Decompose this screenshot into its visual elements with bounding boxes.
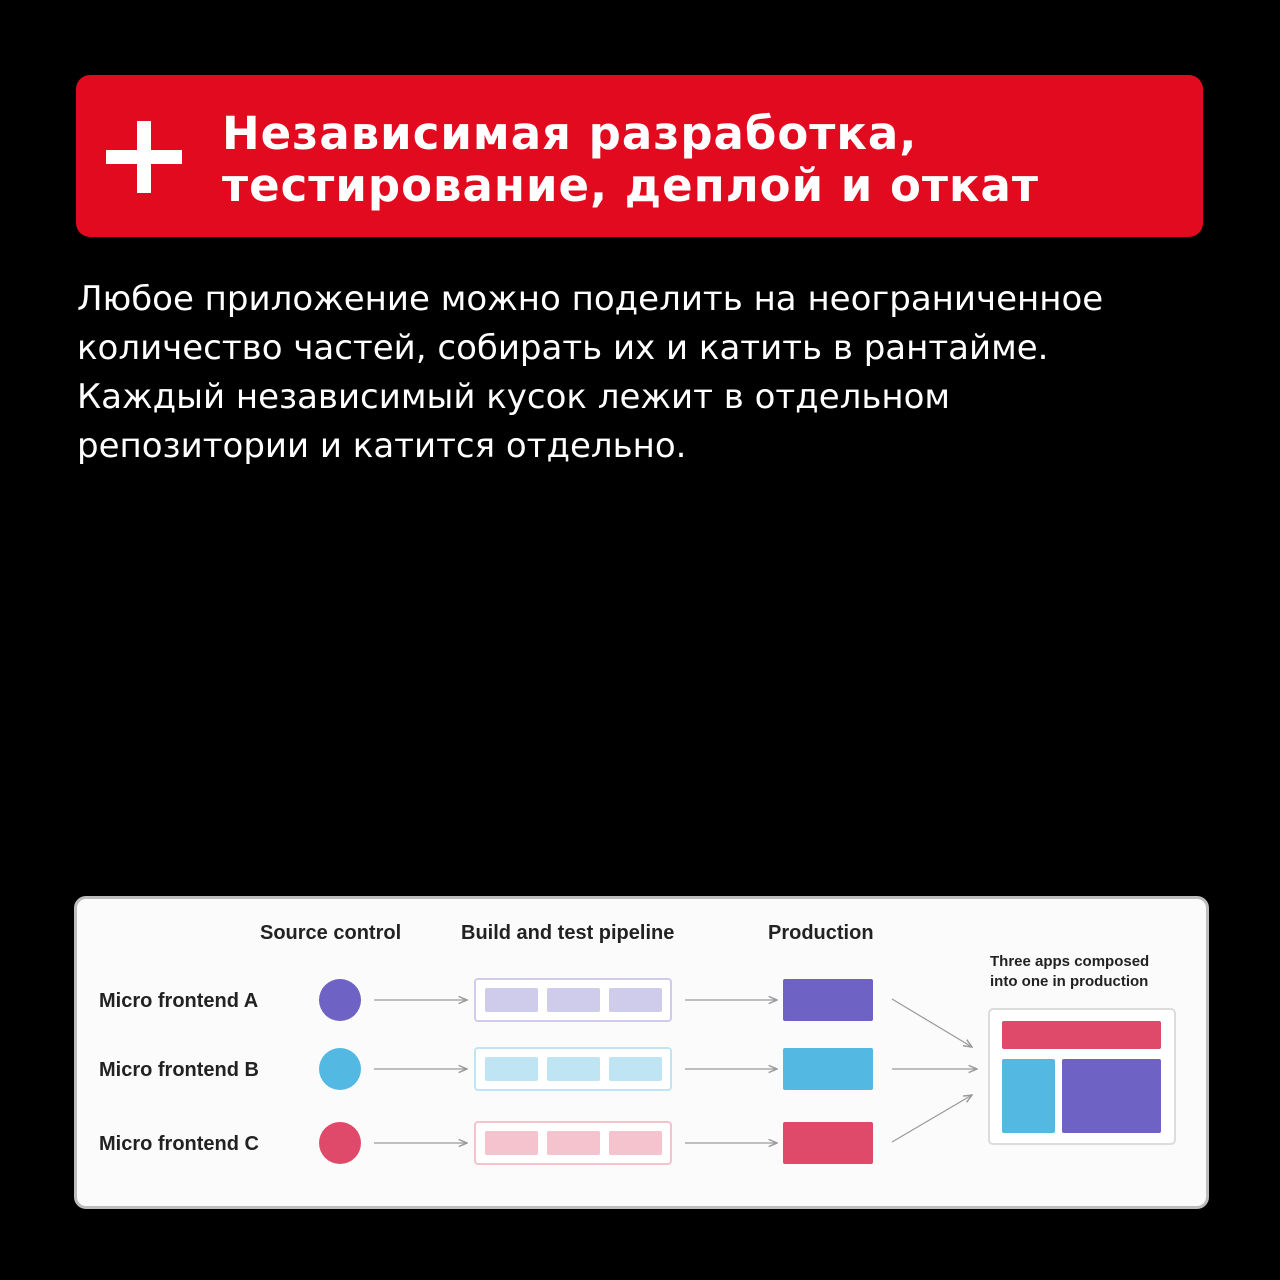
micro-frontends-diagram xyxy=(74,896,1209,1209)
column-header-pipeline: Build and test pipeline xyxy=(461,922,675,944)
composed-app-header xyxy=(1002,1021,1161,1049)
pipeline-stage-c-3 xyxy=(609,1131,662,1155)
composed-app-main xyxy=(1062,1059,1161,1133)
production-block-b xyxy=(783,1048,873,1090)
production-block-c xyxy=(783,1122,873,1164)
row-label-b: Micro frontend B xyxy=(99,1059,259,1081)
row-label-c: Micro frontend C xyxy=(99,1133,259,1155)
composed-label-line1: Three apps composed xyxy=(990,953,1150,970)
pipeline-stage-b-1 xyxy=(485,1057,538,1081)
composed-label-line2: into one in production xyxy=(990,973,1149,990)
row-label-a: Micro frontend A xyxy=(99,990,259,1012)
pipeline-stage-c-1 xyxy=(485,1131,538,1155)
composed-app-sidebar xyxy=(1002,1059,1055,1133)
source-repo-icon-c xyxy=(319,1122,361,1164)
production-block-a xyxy=(783,979,873,1021)
plus-icon xyxy=(106,121,182,193)
pipeline-stage-b-3 xyxy=(609,1057,662,1081)
source-repo-icon-a xyxy=(319,979,361,1021)
pipeline-stage-a-3 xyxy=(609,988,662,1012)
column-header-production: Production xyxy=(768,922,874,944)
slide-title: Независимая разработка, тестирование, деплой и откат xyxy=(222,107,1039,212)
source-repo-icon-b xyxy=(319,1048,361,1090)
pipeline-stage-b-2 xyxy=(547,1057,600,1081)
pipeline-stage-a-1 xyxy=(485,988,538,1012)
column-header-source-control: Source control xyxy=(260,922,402,944)
pipeline-stage-c-2 xyxy=(547,1131,600,1155)
merge-arrow-a xyxy=(892,999,972,1047)
merge-arrow-c xyxy=(892,1095,972,1142)
description-text: Любое приложение можно поделить на неограниченное количество частей, собирать их и катить в рантайме. Каждый независимый кусок лежит в отдельном репозитории и катится отдельно. xyxy=(77,279,1104,466)
pipeline-stage-a-2 xyxy=(547,988,600,1012)
